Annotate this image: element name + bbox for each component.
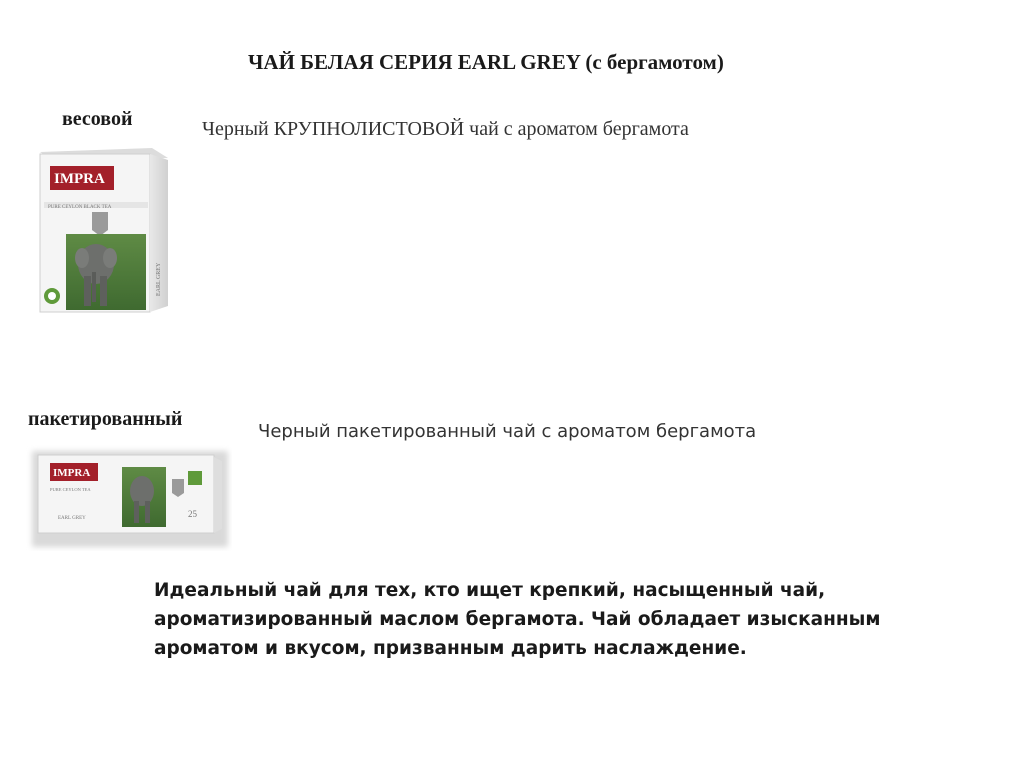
svg-text:EARL GREY: EARL GREY — [58, 516, 86, 521]
svg-text:25: 25 — [188, 509, 197, 519]
svg-text:EARL GREY: EARL GREY — [156, 262, 162, 296]
svg-text:PURE CEYLON BLACK TEA: PURE CEYLON BLACK TEA — [48, 205, 112, 210]
paragraph-line: ароматизированный маслом бергамота. Чай обладает изысканным — [154, 609, 881, 630]
brand-logo-text: IMPRA — [54, 171, 105, 187]
loose-tea-description: Черный КРУПНОЛИСТОВОЙ чай с ароматом бергамота — [202, 118, 689, 140]
loose-tea-package-image — [34, 146, 176, 314]
paragraph-line: Идеальный чай для тех, кто ищет крепкий, насыщенный чай, — [154, 580, 826, 601]
description-paragraph — [154, 576, 934, 663]
loose-tea-label: весовой — [62, 108, 133, 130]
slide-title: ЧАЙ БЕЛАЯ СЕРИЯ EARL GREY (с бергамотом) — [248, 50, 724, 74]
bagged-tea-package-image — [26, 445, 232, 551]
bagged-tea-description: Черный пакетированный чай с ароматом бергамота — [258, 421, 757, 442]
paragraph-line: ароматом и вкусом, призванным дарить наслаждение. — [154, 638, 747, 659]
bagged-tea-label: пакетированный — [28, 408, 183, 430]
brand-logo-text-small: IMPRA — [53, 467, 91, 479]
svg-text:PURE CEYLON TEA: PURE CEYLON TEA — [50, 487, 91, 492]
